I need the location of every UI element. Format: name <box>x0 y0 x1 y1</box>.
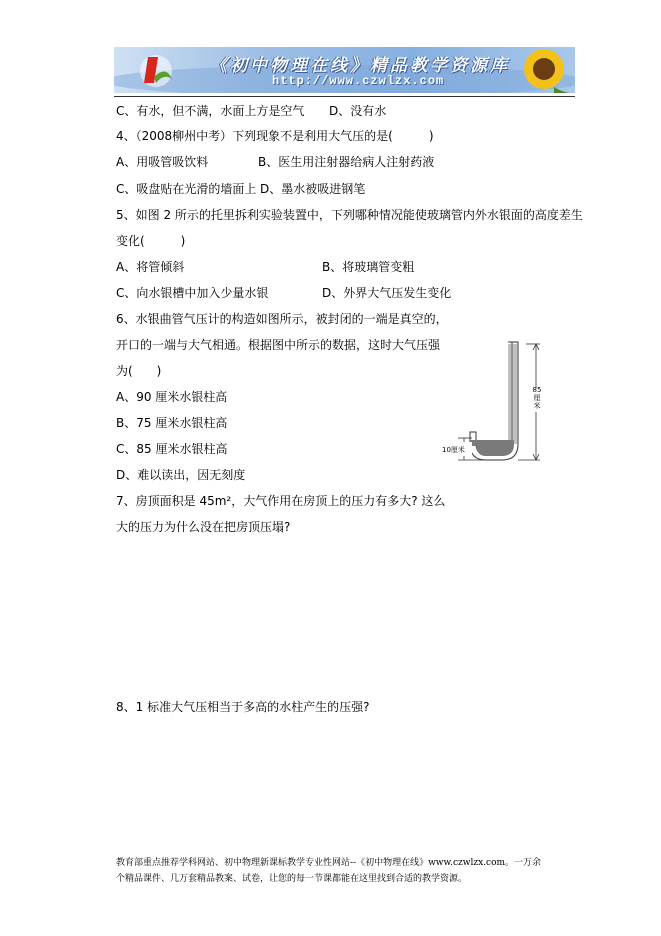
q5-stem-line1: 5、如图 2 所示的托里拆利实验装置中，下列哪种情况能使玻璃管内外水银面的高度差生 <box>116 208 583 222</box>
barometer-figure <box>440 336 550 470</box>
q8-stem: 8、1 标准大气压相当于多高的水柱产生的压强? <box>116 700 370 714</box>
q5-stem-line2: 变化( ) <box>116 234 186 248</box>
q3-option-d: D、没有水 <box>329 104 387 118</box>
q6-stem-line1: 6、水银曲管气压计的构造如图所示，被封闭的一端是真空的， <box>116 312 448 326</box>
q5-option-d: D、外界大气压发生变化 <box>322 286 452 300</box>
header-divider <box>114 96 575 97</box>
page-footer <box>116 855 576 887</box>
q7-stem-line2: 大的压力为什么没在把房顶压塌? <box>116 520 291 534</box>
q5-option-c: C、向水银槽中加入少量水银 <box>116 286 269 300</box>
label-85cm <box>530 386 544 410</box>
q4-option-d: D、墨水被吸进钢笔 <box>260 182 366 196</box>
label-85-value: 85 <box>532 386 542 394</box>
footer-line-2: 个精品课件、几万套精品教案、试卷，让您的每一节课都能在这里找到合适的教学资源。 <box>116 874 468 884</box>
q5-option-a: A、将管倾斜 <box>116 260 185 274</box>
q4-stem: 4、（2008柳州中考）下列现象不是利用大气压的是( ) <box>116 129 434 143</box>
q4-option-b: B、医生用注射器给病人注射药液 <box>258 155 435 169</box>
label-10cm: 10厘米 <box>442 446 465 454</box>
banner-url[interactable]: http://www.czwlzx.com <box>272 74 445 88</box>
q5-option-b: B、将玻璃管变粗 <box>322 260 415 274</box>
q4-option-a: A、用吸管吸饮料 <box>116 155 209 169</box>
label-85-unit-li: 厘 <box>533 394 541 402</box>
q6-option-a: A、90 厘米水银柱高 <box>116 390 228 404</box>
q6-option-c: C、85 厘米水银柱高 <box>116 442 228 456</box>
q6-option-b: B、75 厘米水银柱高 <box>116 416 228 430</box>
q6-stem-line2: 开口的一端与大气相通。根据图中所示的数据，这时大气压强 <box>116 338 441 352</box>
q4-option-c: C、吸盘贴在光滑的墙面上 <box>116 182 257 196</box>
q6-stem-line3: 为( ) <box>116 364 162 378</box>
label-85-unit-mi: 米 <box>533 402 541 410</box>
q6-option-d: D、难以读出，因无刻度 <box>116 468 246 482</box>
q7-stem-line1: 7、房顶面积是 45m²，大气作用在房顶上的压力有多大? 这么 <box>116 494 446 508</box>
q3-option-c-text: C、有水，但不满，水面上方是空气 <box>116 104 305 118</box>
q3-option-c <box>116 103 304 119</box>
banner-title: 《初中物理在线》精品教学资源库 <box>210 56 510 76</box>
header-banner <box>114 47 575 93</box>
logo-icon <box>140 55 172 87</box>
footer-line-1: 教育部重点推荐学科网站、初中物理新课标教学专业性网站--《初中物理在线》www.czwlzx.com。一万余 <box>116 858 542 868</box>
